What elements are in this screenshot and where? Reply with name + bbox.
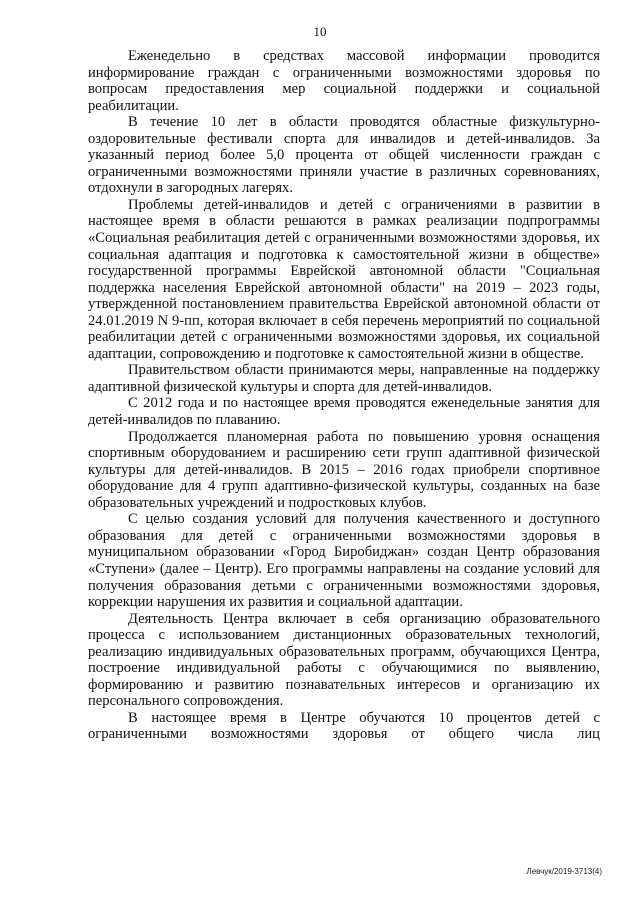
document-body [88,48,600,743]
paragraph-government-measures: Правительством области принимаются меры, направленные на поддержку адаптивной физической культуры и спорта для детей-инвалидов. [88,362,600,395]
paragraph-swimming-classes: С 2012 года и по настоящее время проводятся еженедельные занятия для детей-инвалидов по плаванию. [88,395,600,429]
page-number: 10 [313,24,327,39]
paragraph-center-activity: Деятельность Центра включает в себя организацию образовательного процесса с использованием дистанционных образовательных технологий, реализацию индивидуальных образовательных программ, обучающихся Центра, построение индивидуальной работы с обучающимися по выявлению, формированию и развитию познавательных интересов и организацию их персонального сопровождения. [88,610,600,710]
paragraph-subprogram: Проблемы детей-инвалидов и детей с ограничениями в развитии в настоящее время в области решаются в рамках реализации подпрограммы «Социальная реабилитация детей с ограниченными возможностями здоровья, их социальная адаптация и подготовка к самостоятельной жизни в обществе» государственной программы Еврейской автономной области "Социальная поддержка населения Еврейской автономной области" на 2019 – 2023 годы, утвержденной постановлением правительства Еврейской автономной области от 24.01.2019 N 9-пп, которая включает в себя перечень мероприятий по социальной реабилитации детей с ограниченными возможностями здоровья, их социальной адаптации, сопровождению и подготовке к самостоятельной жизни в обществе. [88,196,600,362]
paragraph-sports-equipment: Продолжается планомерная работа по повышению уровня оснащения спортивным оборудованием и расширению сети групп адаптивной физической культуры для детей-инвалидов. В 2015 – 2016 годах приобрели спортивное оборудование для 4 групп адаптивно-физической культуры, созданных на базе образовательных учреждений и подростковых клубов. [88,428,600,511]
paragraph-center-students: В настоящее время в Центре обучаются 10 процентов детей с ограниченными возможностями здоровья от общего числа лиц [88,709,600,743]
paragraph-media-informing: Еженедельно в средствах массовой информации проводится информирование граждан с ограниченными возможностями здоровья по вопросам предоставления мер социальной поддержки и социальной реабилитации. [88,48,600,114]
paragraph-education-center: С целью создания условий для получения качественного и доступного образования для детей с ограниченными возможностями здоровья в муниципальном образовании «Город Биробиджан» создан Центр образования «Ступени» (далее – Центр). Его программы направлены на создание условий для получения образования детьми с ограниченными возможностями здоровья, коррекции нарушения их развития и социальной адаптации. [88,511,600,611]
document-code: Левчук/2019-3713(4) [526,867,602,876]
paragraph-sports-festivals: В течение 10 лет в области проводятся областные физкультурно-оздоровительные фестивали спорта для инвалидов и детей-инвалидов. За указанный период более 5,0 процента от общей численности граждан с ограниченными возможностями приняли участие в различных соревнованиях, отдохнули в загородных лагерях. [88,114,600,197]
